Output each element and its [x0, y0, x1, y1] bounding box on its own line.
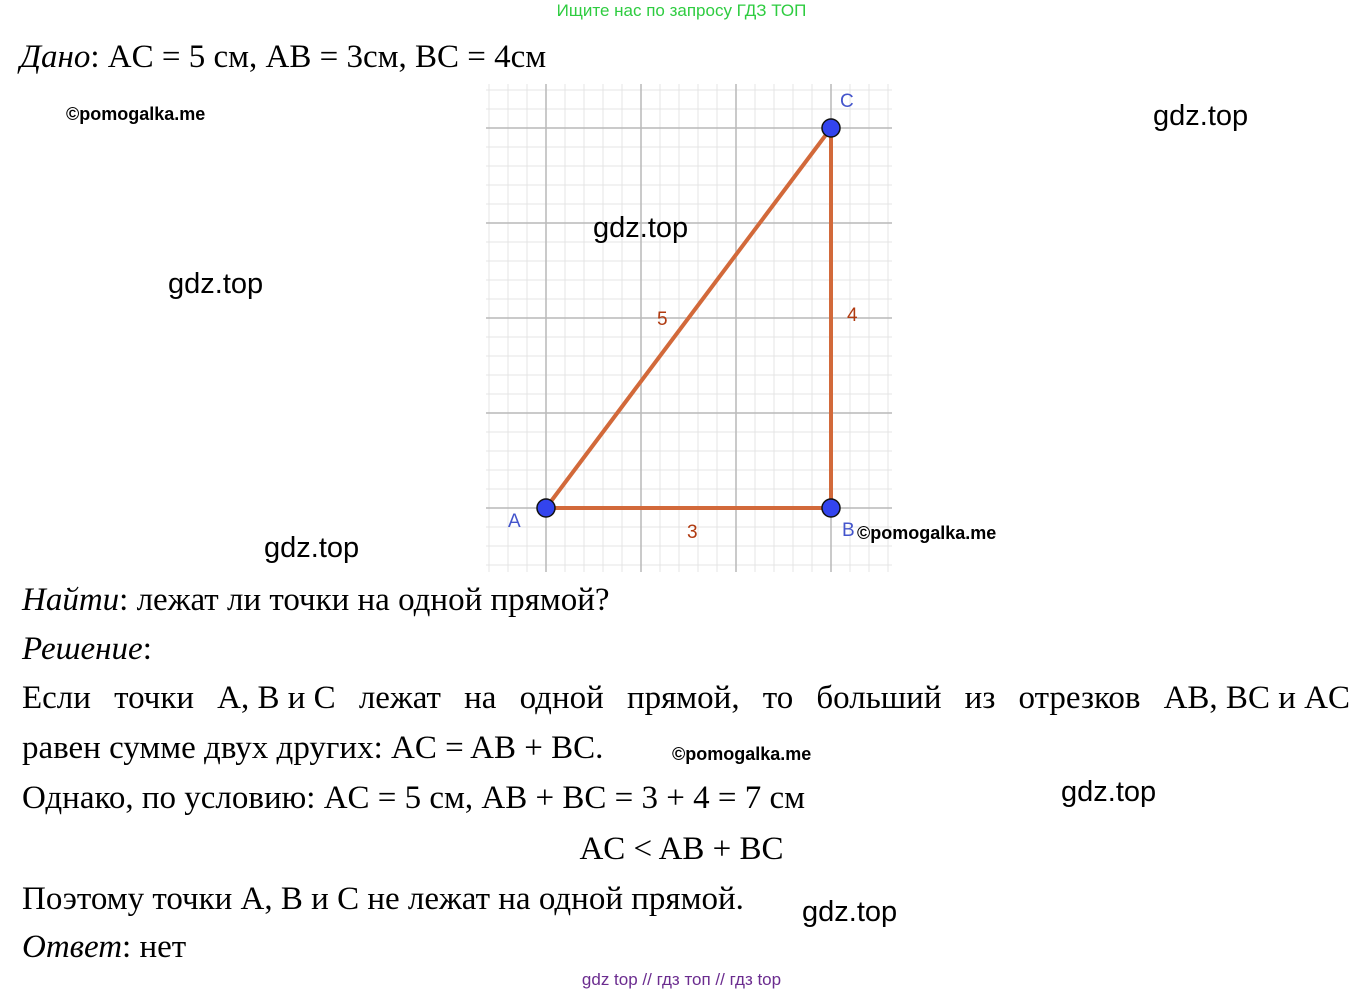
watermark-gdz-5: gdz.top: [802, 896, 898, 928]
watermark-gdz-4: gdz.top: [1061, 776, 1157, 808]
word: из: [964, 680, 996, 716]
solution-heading: [22, 629, 152, 669]
solution-colon: :: [142, 631, 152, 667]
answer-text: : нет: [122, 929, 187, 965]
point-c: [822, 119, 840, 137]
word: лежат: [358, 680, 441, 716]
answer-line: [22, 927, 186, 967]
solution-line-3: Однако, по условию: AC = 5 см, AB + BC = 3 + 4 = 7 см: [22, 780, 806, 816]
inequality: AC < AB + BC: [579, 831, 784, 867]
word: Если: [22, 680, 91, 716]
watermark-gdz-2: gdz.top: [168, 268, 264, 300]
footer-links: gdz top // гдз топ // гдз top: [581, 970, 782, 989]
word: отрезков: [1018, 680, 1141, 716]
watermark-pomogalka-1: ©pomogalka.me: [66, 104, 206, 124]
word: больший: [816, 680, 942, 716]
answer-label: Ответ: [22, 929, 123, 965]
given-line: [20, 37, 546, 77]
given-text: : AC = 5 см, AB = 3см, BC = 4см: [90, 39, 547, 75]
word: прямой,: [626, 680, 740, 716]
word: одной: [519, 680, 604, 716]
find-line: [22, 580, 610, 620]
triangle-figure: [486, 84, 892, 572]
word: на: [464, 680, 497, 716]
solution-line-1: [22, 678, 1350, 718]
solution-line-5: Поэтому точки A, B и C не лежат на одной прямой.: [22, 881, 744, 917]
watermark-pomogalka-2: ©pomogalka.me: [672, 744, 812, 764]
word: то: [762, 680, 794, 716]
side-label-bc: 4: [847, 305, 858, 326]
solution-line-2: равен сумме двух других: AC = AB + BC.: [22, 730, 604, 766]
watermark-gdz-1: gdz.top: [1153, 100, 1249, 132]
point-label-c: C: [840, 91, 854, 112]
solution-label: Решение: [22, 631, 143, 667]
watermark-pomogalka-figure: ©pomogalka.me: [857, 523, 997, 543]
point-label-b: B: [842, 520, 855, 541]
find-label: Найти: [22, 582, 120, 618]
side-label-ac: 5: [657, 309, 668, 330]
given-label: Дано: [20, 39, 91, 75]
point-label-a: A: [508, 511, 521, 532]
point-a: [537, 499, 555, 517]
side-label-ab: 3: [687, 522, 698, 543]
point-b: [822, 499, 840, 517]
word: точки: [114, 680, 195, 716]
word: A, B и C: [217, 680, 336, 716]
find-text: : лежат ли точки на одной прямой?: [119, 582, 610, 618]
word: AB, BC и AC: [1163, 680, 1350, 716]
watermark-gdz-3: gdz.top: [264, 532, 360, 564]
watermark-gdz-figure: gdz.top: [593, 212, 689, 244]
top-banner: Ищите нас по запросу ГДЗ ТОП: [556, 1, 807, 20]
